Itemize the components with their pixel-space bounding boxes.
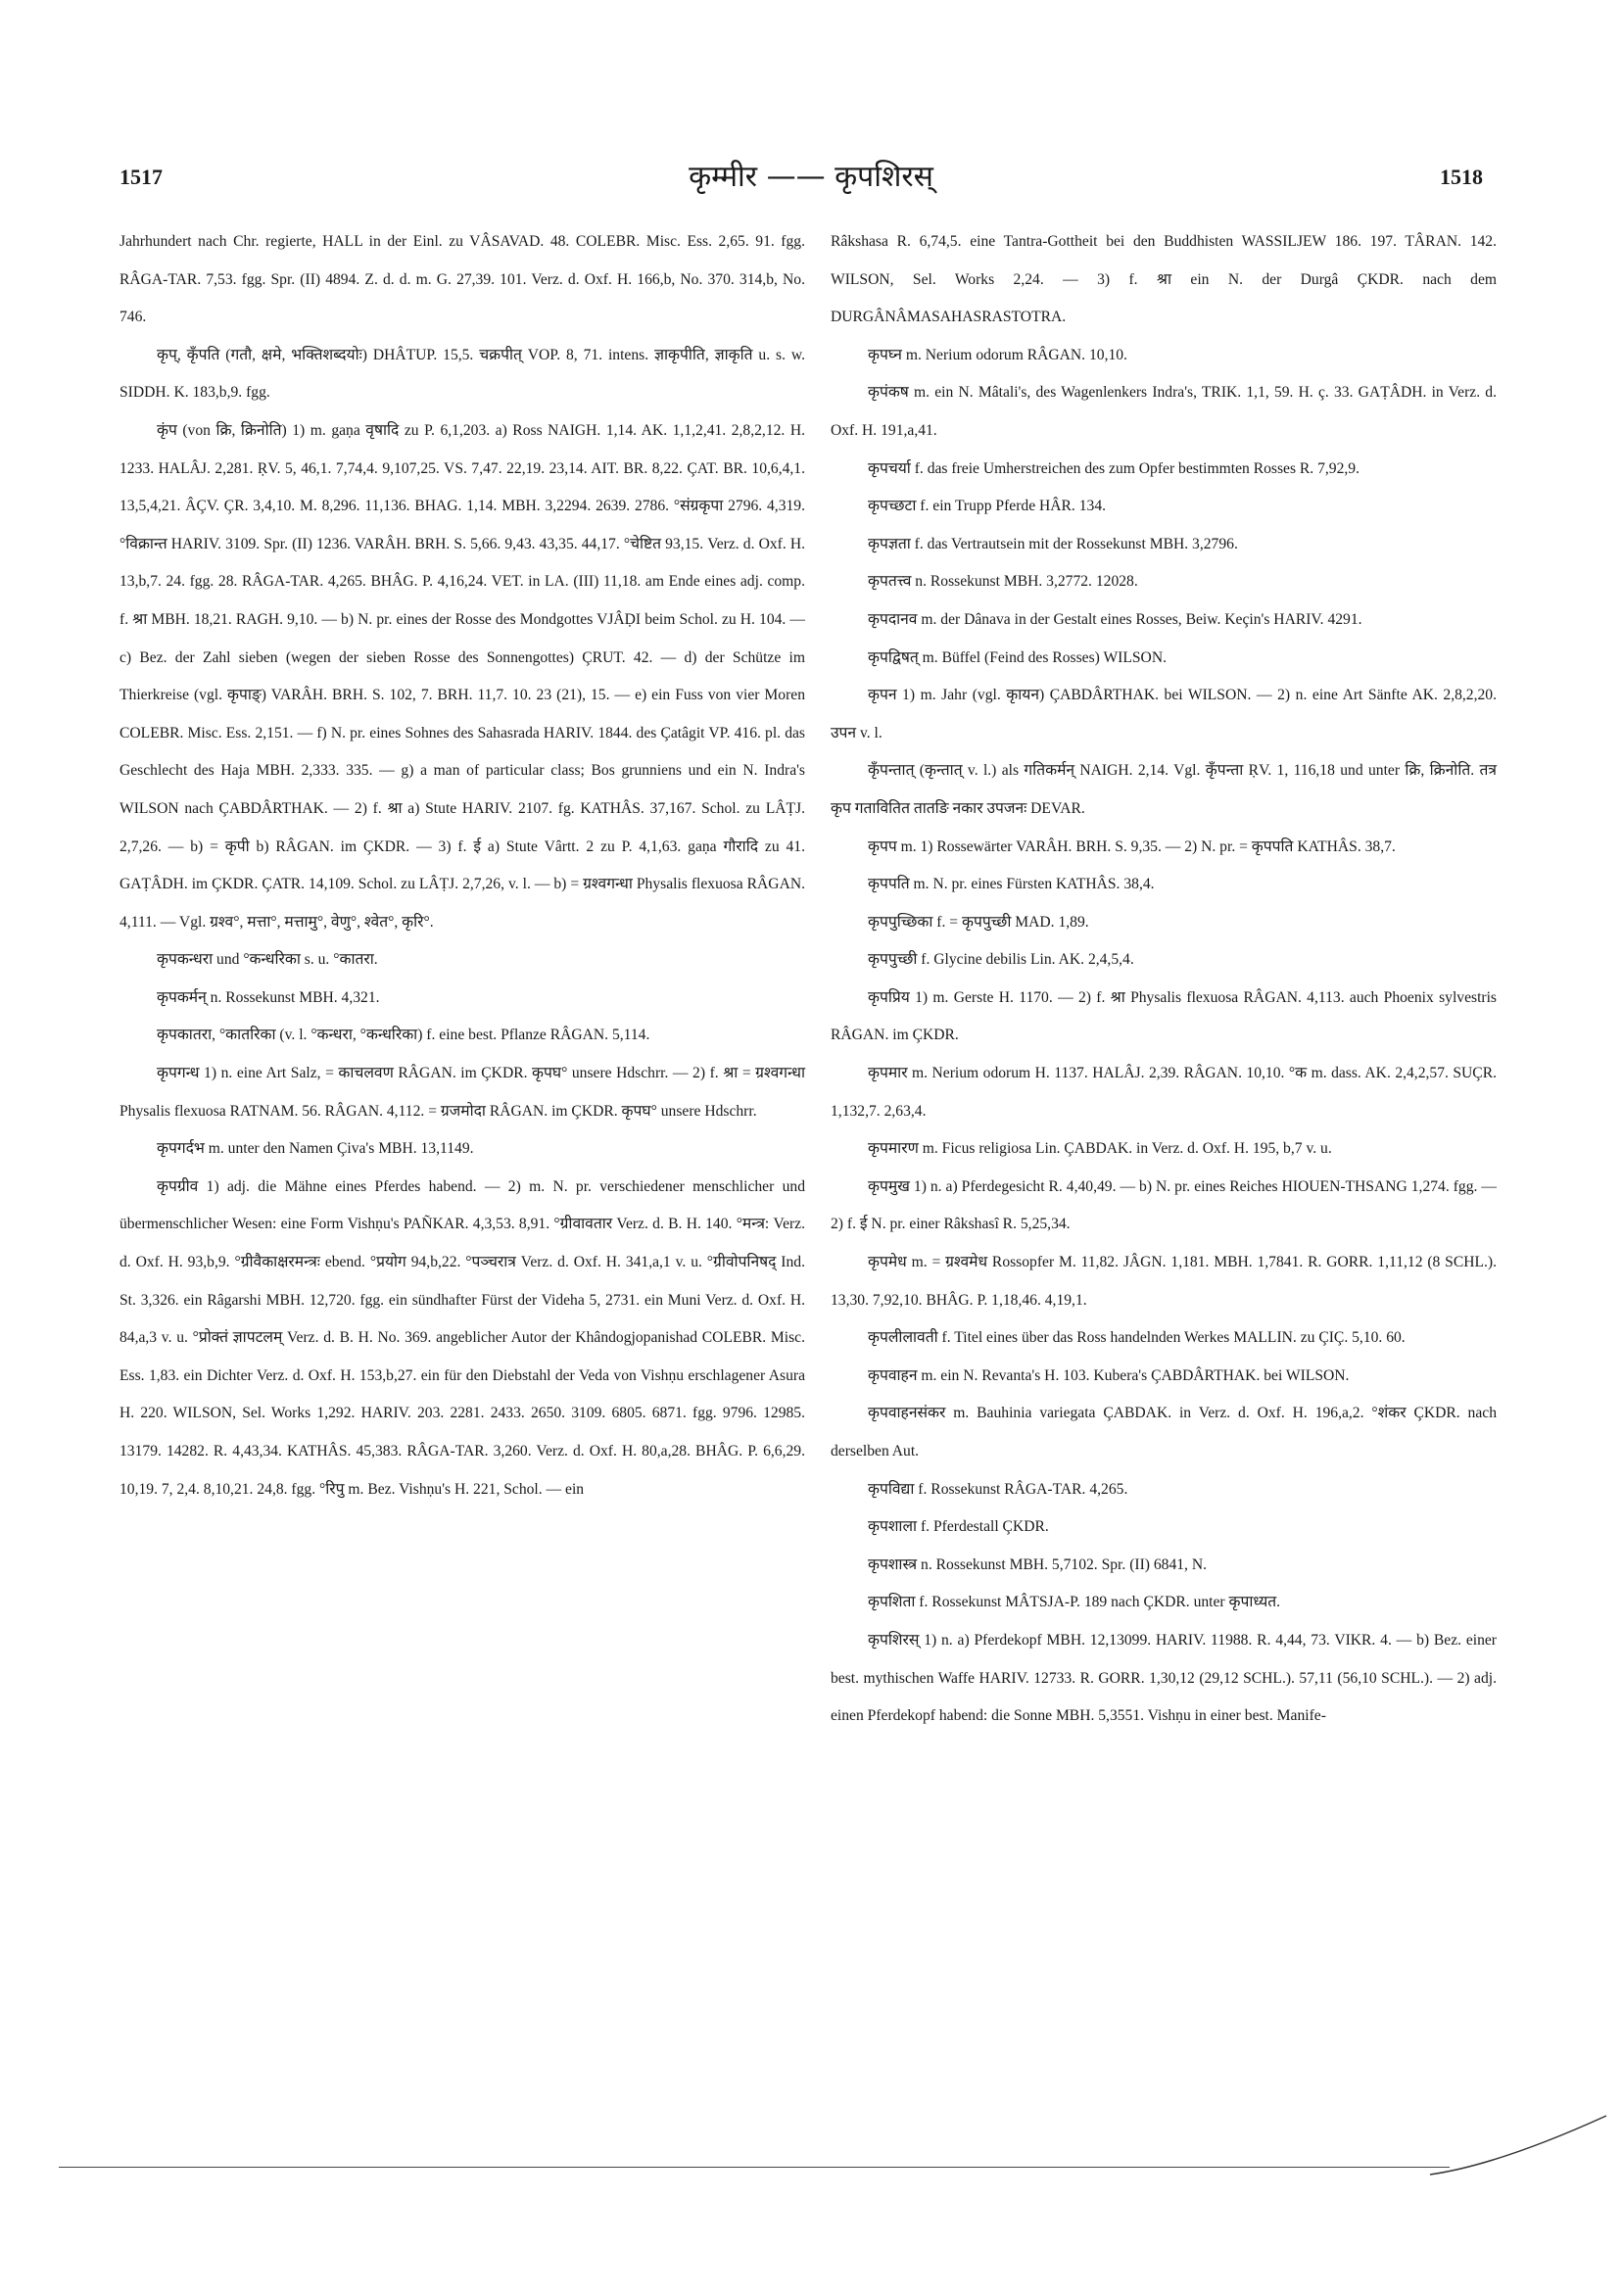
left-column [119,223,805,1508]
dictionary-entry: कृपतत्त्व n. Rossekunst MBH. 3,2772. 12028. [868,573,1138,591]
dictionary-entry: कृपमुख 1) n. a) Pferdegesicht R. 4,40,49. — b) N. pr. eines Reiches HIOUEN-THSANG 1,274. fgg. — 2) f. ई N. pr. einer Râkshasî R. 5,25,34. [831,1177,1497,1233]
dictionary-entry: कृपघ्न m. Nerium odorum RÂGAN. 10,10. [868,346,1127,363]
dictionary-entry: कृपशिरस् 1) n. a) Pferdekopf MBH. 12,13099. HARIV. 11988. R. 4,44, 73. VIKR. 4. — b) Bez. einer best. mythischen Waffe HARIV. 12733. R. GORR. 1,30,12 (29,12 SCHL.). 57,11 (56,10 SCHL.). — 2) adj. einen Pferdekopf habend: die Sonne MBH. 5,3551. Vishṇu in einer best. Manife- [831,1631,1497,1725]
dictionary-entry: कृपंकष m. ein N. Mâtali's, des Wagenlenkers Indra's, TRIK. 1,1, 59. H. ç. 33. GAṬÂDH. in Verz. d. Oxf. H. 191,a,41. [831,384,1497,439]
dictionary-entry: कृपज्ञता f. das Vertrautsein mit der Rossekunst MBH. 3,2796. [868,535,1238,552]
page-number-right: 1518 [1440,165,1483,189]
dictionary-entry: कृपन 1) m. Jahr (vgl. कृायन) ÇABDÂRTHAK. bei WILSON. — 2) n. eine Art Sänfte AK. 2,8,2,20. उपन v. l. [831,687,1497,741]
dictionary-entry: कृपमार m. Nerium odorum H. 1137. HALÂJ. 2,39. RÂGAN. 10,10. °क m. dass. AK. 2,4,2,57. SUÇR. 1,132,7. 2,63,4. [831,1065,1497,1120]
dictionary-entry: कृपशाला f. Pferdestall ÇKDR. [868,1518,1049,1536]
dictionary-entry: कृपकातरा, °कातरिका (v. l. °कन्धरा, °कन्धरिका) f. eine best. Pflanze RÂGAN. 5,114. [157,1027,650,1044]
dictionary-entry: Râkshasa R. 6,74,5. eine Tantra-Gottheit bei den Buddhisten WASSILJEW 186. 197. TÂRAN. 142. WILSON, Sel. Works 2,24. — 3) f. श्रा ein N. der Durgâ ÇKDR. nach dem DURGÂNÂMASAHASRASTOTRA. [831,233,1497,326]
dictionary-entry: कृपवाहन m. ein N. Revanta's H. 103. Kubera's ÇABDÂRTHAK. bei WILSON. [868,1366,1350,1384]
footer-rule [59,2167,1450,2168]
dictionary-entry: कृपप m. 1) Rossewärter VARÂH. BRH. S. 9,35. — 2) N. pr. = कृपपति KATHÂS. 38,7. [868,837,1396,855]
dictionary-entry: कृंप (von क्रि, क्रिनोति) 1) m. gaṇa वृषादि zu P. 6,1,203. a) Ross NAIGH. 1,14. AK. 1,1,2,41. 2,8,2,12. H. 1233. HALÂJ. 2,281. ṚV. 5, 46,1. 7,74,4. 9,107,25. VS. 7,47. 22,19. 23,14. AIT. BR. 8,22. ÇAT. BR. 10,6,4,1. 13,5,4,21. ÂÇV. ÇR. 3,4,10. M. 8,296. 11,136. BHAG. 1,14. MBH. 3,2294. 2639. 2786. °संग्रकृपा 2796. 4,319. °विक्रान्त HARIV. 3109. Spr. (II) 1236. VARÂH. BRH. S. 5,66. 9,43. 43,35. 44,17. °चेष्टित 93,15. Verz. d. Oxf. H. 13,b,7. 24. fgg. 28. RÂGA-TAR. 4,265. BHÂG. P. 4,16,24. VET. in LA. (III) 11,18. am Ende eines adj. comp. f. श्रा MBH. 18,21. RAGH. 9,10. — b) N. pr. eines der Rosse des Mondgottes VJÂḌI beim Schol. zu H. 104. — c) Bez. der Zahl sieben (wegen der sieben Rosse des Sonnengottes) ÇRUT. 42. — d) der Schütze im Thierkreise (vgl. कृपाङ्) VARÂH. BRH. S. 102, 7. BRH. 11,7. 10. 23 (21), 15. — e) ein Fuss von vier Moren COLEBR. Misc. Ess. 2,151. — f) N. pr. eines Sohnes des Sahasrada HARIV. 1844. des Çatâgit VP. 416. pl. das Geschlecht des Haja MBH. 2,333. 335. — g) a man of particular class; Bos grunniens und ein N. Indra's WILSON nach ÇABDÂRTHAK. — 2) f. श्रा a) Stute HARIV. 2107. fg. KATHÂS. 37,167. Schol. zu LÂṬJ. 2,7,26. — b) = कृपी b) RÂGAN. im ÇKDR. — 3) f. ई a) Stute Vârtt. 2 zu P. 4,1,63. gaṇa गौरादि zu 41. GAṬÂDH. im ÇKDR. ÇATR. 14,109. Schol. zu LÂṬJ. 2,7,26, v. l. — b) = ग्रश्वगन्धा Physalis flexuosa RÂGAN. 4,111. — Vgl. ग्रश्व°, मत्ता°, मत्तामु°, वेणु°, श्वेत°, कृरि°. [119,421,805,931]
dictionary-entry: कृपपुच्छी f. Glycine debilis Lin. AK. 2,4,5,4. [868,951,1134,969]
dictionary-entry: कृपकन्धरा und °कन्धरिका s. u. °कातरा. [157,951,378,969]
dictionary-entry: कृपलीलावती f. Titel eines über das Ross handelnden Werkes MALLIN. zu ÇIÇ. 5,10. 60. [868,1329,1406,1347]
dictionary-entry: कृपमारण m. Ficus religiosa Lin. ÇABDAK. in Verz. d. Oxf. H. 195, b,7 v. u. [868,1140,1332,1158]
dictionary-entry: कृँपन्तात् (कृन्तात् v. l.) als गतिकर्मन् NAIGH. 2,14. Vgl. कृँपन्ता ṚV. 1, 116,18 und unter क्रि, क्रिनोति. तत्र कृप गतावितित तातङि नकार उपजनः DEVAR. [831,762,1497,817]
dictionary-entry: कृपपति m. N. pr. eines Fürsten KATHÂS. 38,4. [868,876,1155,893]
dictionary-entry: कृपदानव m. der Dânava in der Gestalt eines Rosses, Beiw. Keçin's HARIV. 4291. [868,610,1362,628]
dictionary-entry: कृपवाहनसंकर m. Bauhinia variegata ÇABDAK. in Verz. d. Oxf. H. 196,a,2. °शंकर ÇKDR. nach derselben Aut. [831,1405,1497,1459]
dictionary-entry: कृपपुच्छिका f. = कृपपुच्छी MAD. 1,89. [868,913,1089,931]
dictionary-entry: कृपग्रीव 1) adj. die Mähne eines Pferdes habend. — 2) m. N. pr. verschiedener menschlicher und übermenschlicher Wesen: eine Form Vishṇu's PAÑKAR. 4,3,53. 8,91. °ग्रीवावतार Verz. d. B. H. 140. °मन्त्र: Verz. d. Oxf. H. 93,b,9. °ग्रीवैकाक्षरमन्त्रः ebend. °प्रयोग 94,b,22. °पञ्चरात्र Verz. d. Oxf. H. 341,a,1 v. u. °ग्रीवोपनिषद् Ind. St. 3,326. ein Râgarshi MBH. 12,720. fgg. ein sündhafter Fürst der Videha 5, 2731. ein Muni Verz. d. Oxf. H. 84,a,3 v. u. °प्रोक्तं ज्ञापटलम् Verz. d. B. H. No. 369. angeblicher Autor der Khândogjopanishad COLEBR. Misc. Ess. 1,83. ein Dichter Verz. d. Oxf. H. 153,b,27. ein für den Diebstahl der Veda von Vishṇu erschlagener Asura H. 220. WILSON, Sel. Works 1,292. HARIV. 203. 2281. 2433. 2650. 3109. 6805. 6871. fgg. 9796. 12985. 13179. 14282. R. 4,43,34. KATHÂS. 45,383. RÂGA-TAR. 3,260. Verz. d. Oxf. H. 80,a,28. BHÂG. P. 6,6,29. 10,19. 7, 2,4. 8,10,21. 24,8. fgg. °रिपु m. Bez. Vishṇu's H. 221, Schol. — ein [119,1177,805,1498]
running-header-title: कृम्मीर —— कृपशिरस् [689,160,933,194]
page-number-left: 1517 [119,165,163,189]
dictionary-entry: कृपच्छटा f. ein Trupp Pferde HÂR. 134. [868,498,1107,515]
dictionary-entry: कृपकर्मन् n. Rossekunst MBH. 4,321. [157,988,380,1006]
dictionary-entry: कृपशिता f. Rossekunst MÂTSJA-P. 189 nach ÇKDR. unter कृपाध्यत. [868,1594,1281,1611]
pen-stroke-mark [1420,2106,1616,2184]
dictionary-entry: कृपगर्दभ m. unter den Namen Çiva's MBH. 13,1149. [157,1140,474,1158]
dictionary-entry: कृपद्विषत् m. Büffel (Feind des Rosses) WILSON. [868,648,1167,666]
dictionary-entry: कृपमेध m. = ग्रश्वमेध Rossopfer M. 11,82. JÂGN. 1,181. MBH. 1,7841. R. GORR. 1,11,12 (8 SCHL.). 13,30. 7,92,10. BHÂG. P. 1,18,46. 4,19,1. [831,1254,1497,1309]
dictionary-entry: कृपविद्या f. Rossekunst RÂGA-TAR. 4,265. [868,1480,1128,1498]
dictionary-entry: कृपशास्त्र n. Rossekunst MBH. 5,7102. Spr. (II) 6841, N. [868,1555,1208,1573]
dictionary-entry: कृपगन्ध 1) n. eine Art Salz, = काचलवण RÂGAN. im ÇKDR. कृपघ° unsere Hdschrr. — 2) f. श्रा = ग्रश्वगन्धा Physalis flexuosa RATNAM. 56. RÂGAN. 4,112. = ग्रजमोदा RÂGAN. im ÇKDR. कृपघ° unsere Hdschrr. [119,1065,805,1120]
right-column [831,223,1497,1736]
dictionary-entry: कृप्, कृँपति (गतौ, क्षमे, भक्तिशब्दयोः) DHÂTUP. 15,5. चक्रपीत् VOP. 8, 71. intens. ज्ञाकृपीति, ज्ञाकृति u. s. w. SIDDH. K. 183,b,9. fgg. [119,346,805,402]
dictionary-entry: कृपचर्या f. das freie Umherstreichen des zum Opfer bestimmten Rosses R. 7,92,9. [868,459,1360,477]
dictionary-entry: कृपप्रिय 1) m. Gerste H. 1170. — 2) f. श्रा Physalis flexuosa RÂGAN. 4,113. auch Phoenix sylvestris RÂGAN. im ÇKDR. [831,988,1497,1044]
dictionary-entry: Jahrhundert nach Chr. regierte, HALL in der Einl. zu VÂSAVAD. 48. COLEBR. Misc. Ess. 2,65. 91. fgg. RÂGA-TAR. 7,53. fgg. Spr. (II) 4894. Z. d. d. m. G. 27,39. 101. Verz. d. Oxf. H. 166,b, No. 370. 314,b, No. 746. [119,233,805,326]
